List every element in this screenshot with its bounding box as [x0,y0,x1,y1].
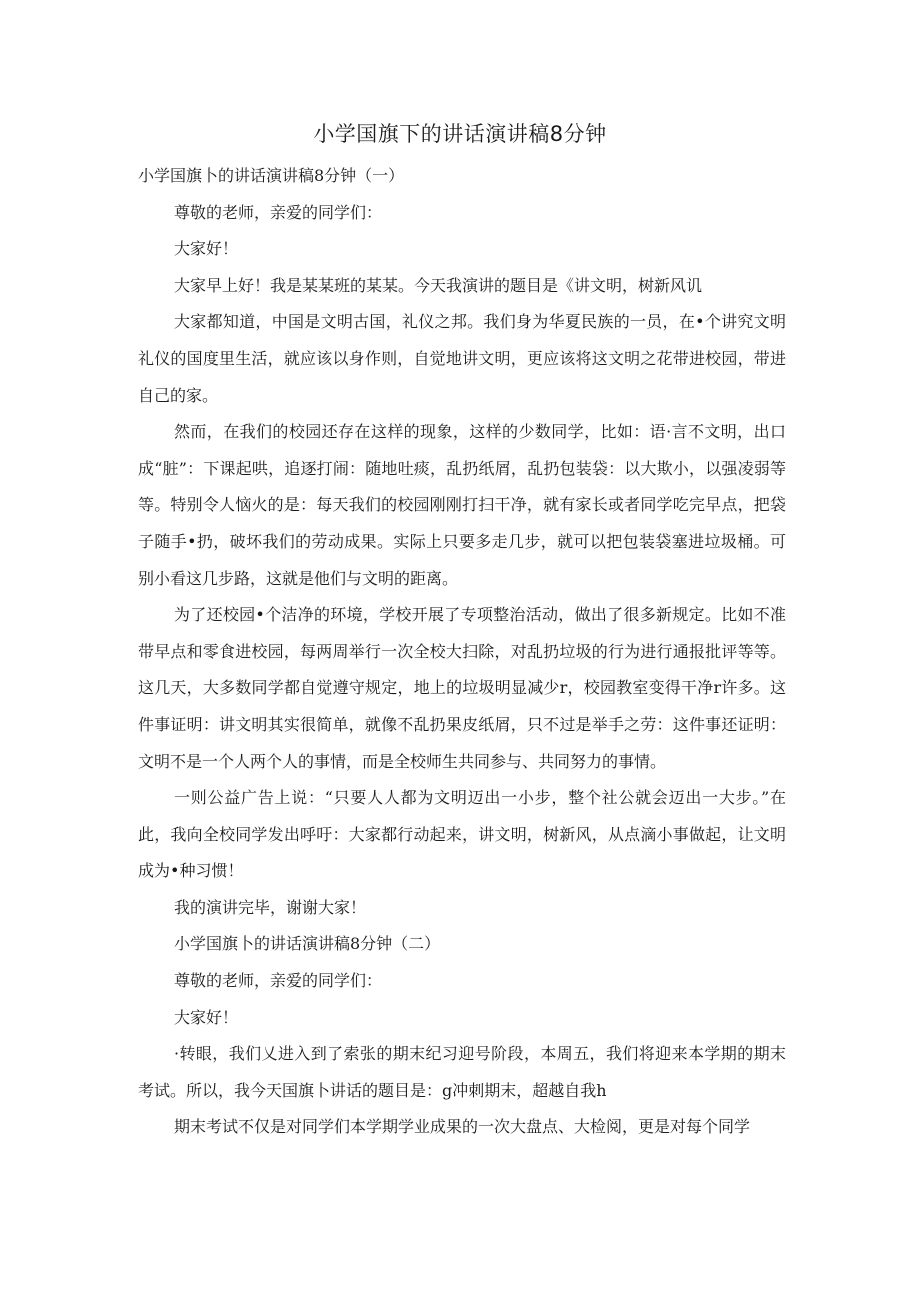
paragraph: 一则公益广告上说：“只要人人都为文明迈出一小步，整个社公就会迈出一大步。”在此，我向全校同学发出呼吁：大家都行动起来，讲文明，树新风，从点滴小事做起，让文明成为•种习惯！ [138,788,786,881]
section-heading: 小学国旗卜的讲话演讲稿8分钟（二） [174,934,441,954]
paragraph: 大家都知道，中国是文明古国，礼仪之邦。我们身为华夏民族的一员，在•个讲究文明礼仪的国度里生活，就应该以身作则，自觉地讲文明，更应该将这文明之花带进校园，带进自己的家。 [138,312,786,405]
section-heading: 小学国旗卜的讲话演讲稿8分钟（一） [138,166,405,185]
paragraph: 尊敬的老师，亲爱的同学们： [174,971,383,991]
paragraph: 我的演讲完毕，谢谢大家！ [174,897,367,917]
paragraph: ·转眼，我们乂进入到了索张的期末纪习迎号阶段，本周五，我们将迎来本学期的期末考试。所以，我今天国旗卜讲话的题目是：g冲刺期末，超越自我h [138,1044,786,1100]
document-body [138,158,786,1146]
paragraph: 然而，在我们的校园还存在这样的现象，这样的少数同学，比如：语·言不文明，出口成“脏”：下课起哄，追逐打闹：随地吐痰，乱扔纸屑，乱扔包装袋：以大欺小，以强凌弱等等。特别令人恼火的是：每天我们的校园刚刚打扫干净，就有家长或者同学吃完早点，把袋子随手•扔，破坏我们的劳动成果。实际上只要多走几步，就可以把包装袋塞进垃圾桶。可别小看这几步路，这就是他们与文明的距离。 [138,422,786,588]
paragraph: 大家好！ [174,239,239,259]
paragraph: 尊敬的老师，亲爱的同学们： [174,202,383,222]
document-title: 小学国旗下的讲话演讲稿8分钟 [313,122,607,146]
paragraph: 为了还校园•个洁净的环境，学校开展了专项整治活动，做出了很多新规定。比如不准带早点和零食进校园，每两周举行一次全校大扫除，对乱扔垃圾的行为进行通报批评等等。这几天，大多数同学都自觉遵守规定，地上的垃圾明显减少r，校园教室变得干净r许多。这件事证明：讲文明其实很简单，就像不乱扔果皮纸屑，只不过是举手之劳：这件事还证明：文明不是一个人两个人的事情，而是全校师生共同参与、共同努力的事情。 [138,605,786,771]
paragraph: 期末考试不仅是对同学们本学期学业成果的一次大盘点、大检阅，更是对每个同学 [174,1117,751,1137]
paragraph: 大家早上好！我是某某班的某某。今天我演讲的题目是《讲文明，树新风讥 [174,275,703,295]
paragraph: 大家好！ [174,1007,239,1027]
